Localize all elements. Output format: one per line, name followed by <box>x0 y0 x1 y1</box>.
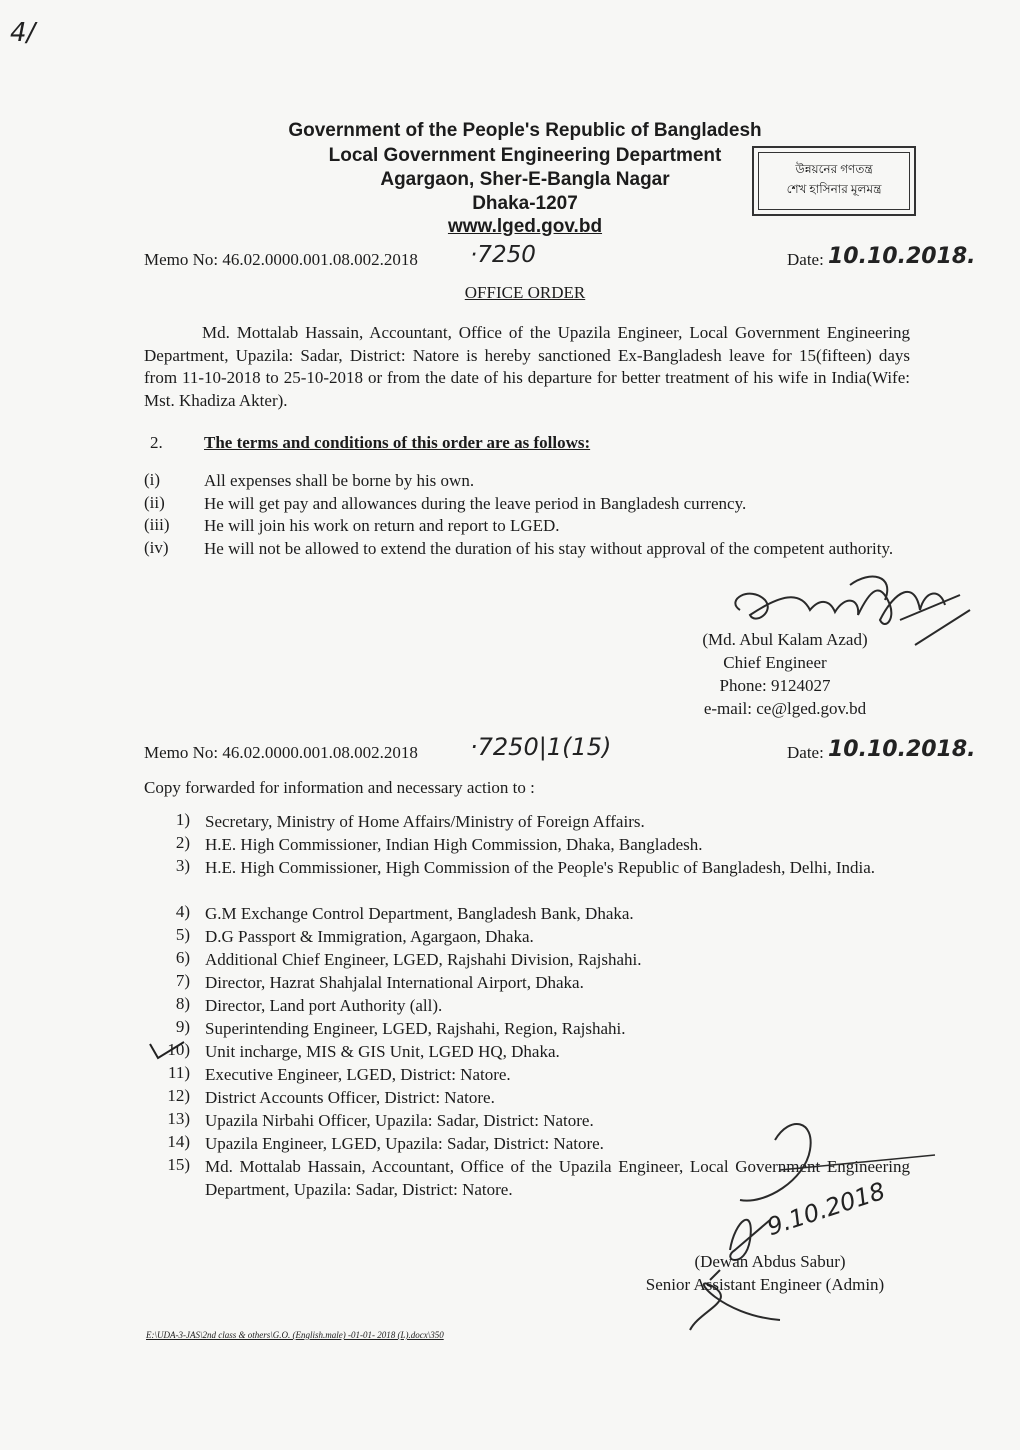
terms-heading: The terms and conditions of this order are as follows: <box>204 433 591 452</box>
condition-text: He will not be allowed to extend the duration of his stay without approval of the competent authority. <box>204 539 894 558</box>
file-path-footer: E:\UDA-3-JAS\2nd class & others\G.O. (English.male) -01-01- 2018 (L).docx\350 <box>146 1330 444 1340</box>
header-website-link[interactable]: www.lged.gov.bd <box>447 216 603 237</box>
copy-item-text: Upazila Nirbahi Officer, Upazila: Sadar, District: Natore. <box>205 1111 594 1130</box>
signatory-name: (Md. Abul Kalam Azad) <box>702 630 868 649</box>
copy-forward-intro: Copy forwarded for information and necessary action to : <box>144 778 535 797</box>
condition-text: All expenses shall be borne by his own. <box>204 471 475 490</box>
slogan-box <box>752 146 916 216</box>
header-line-city: Dhaka-1207 <box>472 193 578 214</box>
condition-text: He will join his work on return and report to LGED. <box>204 516 560 535</box>
condition-number: (i) <box>144 470 161 489</box>
slogan-line-2: শেখ হাসিনার মূলমন্ত্র <box>786 182 882 196</box>
copy-item-number: 1) <box>175 810 190 829</box>
copy-item-text: Director, Land port Authority (all). <box>205 996 443 1015</box>
copy-item-number: 10) <box>167 1040 190 1059</box>
document-title: OFFICE ORDER <box>464 283 586 302</box>
body-paragraph: Md. Mottalab Hassain, Accountant, Office of the Upazila Engineer, Local Government Engineering Department, Upazila: Sadar, District: Natore is hereby sanctioned Ex-Bangladesh leave for 15(fifteen) days from 11-10-2018 to 25-10-2018 or from the date of his departure for better treatment of his wife in India(Wife: Mst. Khadiza Akter). <box>144 323 910 410</box>
copy-item-text: District Accounts Officer, District: Natore. <box>205 1088 495 1107</box>
condition-number: (ii) <box>144 493 165 512</box>
condition-number: (iv) <box>144 538 169 557</box>
copy-item-text: G.M Exchange Control Department, Bangladesh Bank, Dhaka. <box>205 904 634 923</box>
second-signatory-title: Senior Assistant Engineer (Admin) <box>645 1275 885 1294</box>
memo-handwritten-date: 10.10.2018. <box>828 244 976 269</box>
memo-number-label: Memo No: 46.02.0000.001.08.002.2018 <box>144 250 418 269</box>
memo-date-label: Date: <box>787 250 824 269</box>
copy-item-number: 12) <box>167 1086 190 1105</box>
copy-item-number: 11) <box>167 1063 190 1082</box>
copy-item-number: 3) <box>175 856 190 875</box>
handwritten-sign-date: 9.10.2018 <box>763 1176 889 1242</box>
header-line-department: Local Government Engineering Department <box>328 145 722 166</box>
copy-item-text: Additional Chief Engineer, LGED, Rajshahi Division, Rajshahi. <box>205 950 642 969</box>
slogan-line-1: উন্নয়নের গণতন্ত্র <box>795 162 873 176</box>
header-line-government: Government of the People's Republic of Bangladesh <box>288 120 762 141</box>
copy-memo-handwritten-number: ·7250|1(15) <box>470 733 612 761</box>
copy-item-number: 9) <box>175 1017 190 1036</box>
copy-item-number: 15) <box>167 1155 190 1174</box>
copy-item-text: H.E. High Commissioner, Indian High Commission, Dhaka, Bangladesh. <box>205 835 703 854</box>
corner-handwritten-mark: 4/ <box>10 18 36 48</box>
copy-item-number: 2) <box>175 833 190 852</box>
memo-handwritten-number: ·7250 <box>470 242 536 268</box>
signatory-title: Chief Engineer <box>723 653 827 672</box>
copy-item-text: Director, Hazrat Shahjalal International Airport, Dhaka. <box>205 973 584 992</box>
condition-number: (iii) <box>144 515 170 534</box>
signatory-email[interactable]: e-mail: ce@lged.gov.bd <box>703 699 867 718</box>
signatory-phone: Phone: 9124027 <box>719 676 831 695</box>
copy-memo-date-label: Date: <box>787 743 824 762</box>
copy-item-text: D.G Passport & Immigration, Agargaon, Dhaka. <box>205 927 534 946</box>
copy-item-text: Upazila Engineer, LGED, Upazila: Sadar, District: Natore. <box>205 1134 604 1153</box>
terms-number: 2. <box>150 433 163 452</box>
second-signatory-name: (Dewan Abdus Sabur) <box>694 1252 846 1271</box>
copy-item-number: 13) <box>167 1109 190 1128</box>
copy-item-text: H.E. High Commissioner, High Commission of the People's Republic of Bangladesh, Delhi, India. <box>205 858 876 877</box>
copy-item-number: 14) <box>167 1132 190 1151</box>
copy-memo-handwritten-date: 10.10.2018. <box>828 737 976 762</box>
copy-item-text: Unit incharge, MIS & GIS Unit, LGED HQ, Dhaka. <box>205 1042 560 1061</box>
copy-item-text: Superintending Engineer, LGED, Rajshahi, Region, Rajshahi. <box>205 1019 626 1038</box>
header-line-address: Agargaon, Sher-E-Bangla Nagar <box>380 169 670 190</box>
copy-item-number: 7) <box>175 971 190 990</box>
slogan-inner-frame <box>758 152 910 210</box>
copy-item-number: 5) <box>175 925 190 944</box>
copy-item-number: 6) <box>175 948 190 967</box>
copy-item-number: 4) <box>175 902 190 921</box>
copy-item-text: Executive Engineer, LGED, District: Natore. <box>205 1065 511 1084</box>
condition-text: He will get pay and allowances during the leave period in Bangladesh currency. <box>204 494 747 513</box>
copy-memo-number-label: Memo No: 46.02.0000.001.08.002.2018 <box>144 743 418 762</box>
copy-item-text: Secretary, Ministry of Home Affairs/Ministry of Foreign Affairs. <box>205 812 645 831</box>
copy-item-number: 8) <box>175 994 190 1013</box>
check-mark-icon <box>148 1038 188 1062</box>
copy-item-text: Md. Mottalab Hassain, Accountant, Office of the Upazila Engineer, Local Government Engineering Department, Upazila: Sadar, District: Natore. <box>205 1157 910 1199</box>
